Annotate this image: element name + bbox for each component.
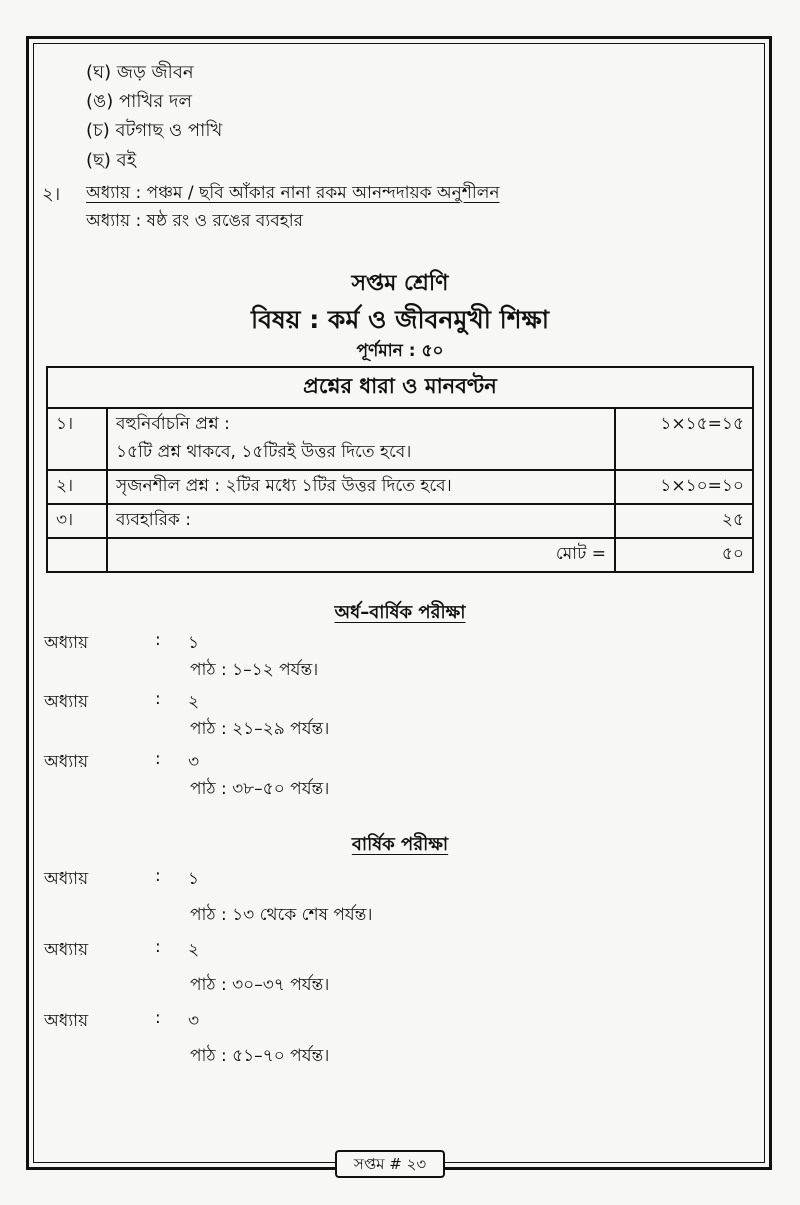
- row-marks: ১×১০=১০: [615, 470, 753, 504]
- chapter-number: ১: [188, 869, 200, 889]
- row-detail: ১৫টি প্রশ্ন থাকবে, ১৫টিরই উত্তর দিতে হবে।: [116, 442, 412, 462]
- row-number: ২।: [47, 470, 107, 504]
- chapter-number: ৩: [188, 752, 200, 772]
- chapter-colon: :: [155, 749, 161, 769]
- chapter-label: অধ্যায়: [44, 869, 89, 889]
- marks-distribution-table: [46, 366, 754, 573]
- lesson-range: পাঠ : ৩০–৩৭ পর্যন্ত।: [190, 975, 330, 995]
- list-item: (ঙ) পাখির দল: [86, 91, 192, 112]
- lesson-range: পাঠ : ১–১২ পর্যন্ত।: [190, 660, 319, 680]
- chapter-line: অধ্যায় : ষষ্ঠ রং ও রঙের ব্যবহার: [86, 211, 303, 231]
- list-item: (ঘ) জড় জীবন: [86, 62, 194, 83]
- full-marks: পূর্ণমান : ৫০: [356, 341, 444, 361]
- row-content: [107, 408, 615, 470]
- chapter-label: অধ্যায়: [44, 940, 89, 960]
- chapter-label: অধ্যায়: [44, 633, 89, 653]
- chapter-number: ১: [188, 633, 200, 653]
- chapter-colon: :: [155, 630, 161, 650]
- subject-title: বিষয় : কর্ম ও জীবনমুখী শিক্ষা: [250, 305, 550, 334]
- row-number: ৩।: [47, 504, 107, 538]
- chapter-colon: :: [155, 1008, 161, 1028]
- row-title: ব্যবহারিক :: [107, 504, 615, 538]
- lesson-range: পাঠ : ৩৮–৫০ পর্যন্ত।: [190, 779, 330, 799]
- lesson-range: পাঠ : ৫১–৭০ পর্যন্ত।: [190, 1046, 330, 1066]
- item-number: ২।: [42, 184, 61, 205]
- chapter-number: ৩: [188, 1011, 200, 1031]
- chapter-label: অধ্যায়: [44, 692, 89, 712]
- class-title: সপ্তম শ্রেণি: [351, 271, 449, 296]
- chapter-colon: :: [155, 866, 161, 886]
- table-row: [47, 408, 753, 470]
- lesson-range: পাঠ : ২১–২৯ পর্যন্ত।: [190, 719, 330, 739]
- list-item: (ছ) বই: [86, 150, 137, 171]
- total-value: ৫০: [615, 538, 753, 572]
- total-label: মোট =: [107, 538, 615, 572]
- table-heading: প্রশ্নের ধারা ও মানবণ্টন: [47, 367, 753, 408]
- list-item: (চ) বটগাছ ও পাখি: [86, 120, 223, 141]
- row-marks: ১×১৫=১৫: [615, 408, 753, 470]
- chapter-line: অধ্যায় : পঞ্চম / ছবি আঁকার নানা রকম আনন্দদায়ক অনুশীলন: [86, 183, 500, 203]
- row-number: ১।: [47, 408, 107, 470]
- lesson-range: পাঠ : ১৩ থেকে শেষ পর্যন্ত।: [190, 905, 373, 925]
- chapter-label: অধ্যায়: [44, 752, 89, 772]
- table-row: [47, 470, 753, 504]
- chapter-colon: :: [155, 937, 161, 957]
- chapter-colon: :: [155, 689, 161, 709]
- chapter-label: অধ্যায়: [44, 1011, 89, 1031]
- chapter-number: ২: [188, 940, 200, 960]
- table-total-row: [47, 538, 753, 572]
- yearly-title: বার্ষিক পরীক্ষা: [351, 834, 449, 855]
- table-row: [47, 504, 753, 538]
- row-title: বহুনির্বাচনি প্রশ্ন :: [116, 414, 230, 434]
- row-title: সৃজনশীল প্রশ্ন : ২টির মধ্যে ১টির উত্তর দিতে হবে।: [107, 470, 615, 504]
- page-number-label: সপ্তম # ২৩: [335, 1150, 445, 1178]
- row-marks: ২৫: [615, 504, 753, 538]
- half-yearly-title: অর্ধ–বার্ষিক পরীক্ষা: [334, 602, 466, 623]
- chapter-number: ২: [188, 692, 200, 712]
